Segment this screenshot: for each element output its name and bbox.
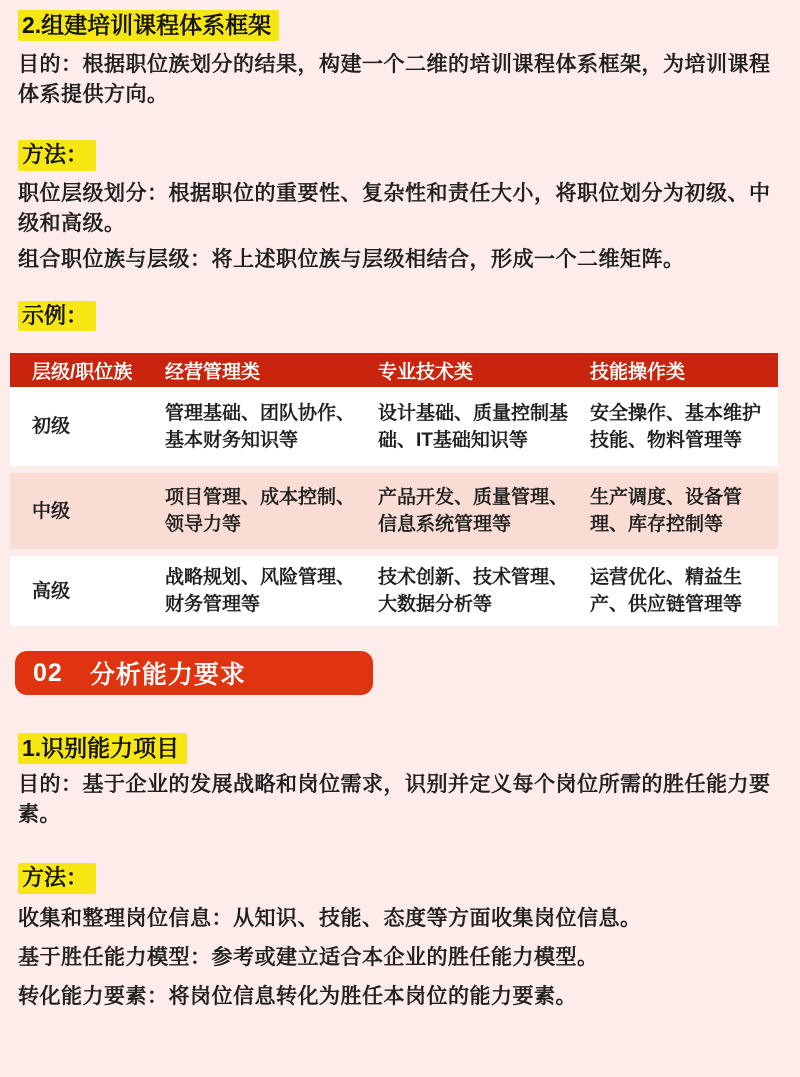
table-cell: 项目管理、成本控制、领导力等 bbox=[165, 487, 356, 536]
table-cell: 技术创新、技术管理、大数据分析等 bbox=[378, 567, 569, 616]
section2-purpose-text: 目的：基于企业的发展战略和岗位需求，识别并定义每个岗位所需的胜任能力要素。 bbox=[18, 773, 771, 827]
table-row-senior bbox=[10, 556, 778, 626]
section1-heading-block bbox=[18, 10, 784, 41]
column-header-level: 层级/职位族 bbox=[32, 361, 133, 383]
section1-example-label: 示例： bbox=[18, 301, 96, 331]
table-row-junior bbox=[10, 387, 778, 466]
row-level-label: 中级 bbox=[32, 500, 71, 522]
section-02-banner bbox=[15, 651, 373, 695]
section1-method-item: 职位层级划分：根据职位的重要性、复杂性和责任大小，将职位划分为初级、中级和高级。 bbox=[18, 181, 771, 235]
section2-method-label-block bbox=[18, 863, 784, 893]
section1-example-label-block bbox=[18, 301, 784, 331]
row-level-label: 高级 bbox=[32, 580, 71, 602]
section2-heading: 1.识别能力项目 bbox=[18, 733, 187, 764]
table-row-middle bbox=[10, 473, 778, 549]
column-header-operations: 技能操作类 bbox=[590, 361, 686, 383]
section2-method-item: 收集和整理岗位信息：从知识、技能、态度等方面收集岗位信息。 bbox=[18, 906, 642, 930]
section1-method-item: 组合职位族与层级：将上述职位族与层级相结合，形成一个二维矩阵。 bbox=[18, 247, 685, 271]
section2-heading-block bbox=[18, 733, 784, 764]
table-cell: 管理基础、团队协作、基本财务知识等 bbox=[165, 402, 356, 451]
content-area-section2 bbox=[0, 733, 800, 1013]
section1-method-label-block bbox=[18, 140, 784, 170]
table-cell: 运营优化、精益生产、供应链管理等 bbox=[590, 567, 743, 616]
training-infographic-page bbox=[0, 10, 800, 1077]
column-header-management: 经营管理类 bbox=[165, 361, 261, 383]
table-cell: 设计基础、质量控制基础、IT基础知识等 bbox=[378, 402, 569, 451]
row-level-label: 初级 bbox=[32, 416, 71, 438]
section2-method-label: 方法： bbox=[18, 863, 96, 893]
table-cell: 安全操作、基本维护技能、物料管理等 bbox=[590, 402, 762, 451]
column-header-technical: 专业技术类 bbox=[378, 361, 474, 383]
section2-method-item: 转化能力要素：将岗位信息转化为胜任本岗位的能力要素。 bbox=[18, 984, 577, 1008]
course-matrix-table bbox=[10, 353, 778, 626]
banner-number: 02 bbox=[33, 658, 63, 687]
table-cell: 战略规划、风险管理、财务管理等 bbox=[165, 567, 356, 616]
banner-title: 分析能力要求 bbox=[89, 661, 246, 690]
table-cell: 产品开发、质量管理、信息系统管理等 bbox=[378, 487, 569, 536]
table-cell: 生产调度、设备管理、库存控制等 bbox=[590, 487, 743, 536]
section1-method-label: 方法： bbox=[18, 140, 96, 170]
table-header-row bbox=[10, 353, 778, 387]
content-area bbox=[0, 10, 800, 626]
section2-method-item: 基于胜任能力模型：参考或建立适合本企业的胜任能力模型。 bbox=[18, 945, 599, 969]
section1-purpose-text: 目的：根据职位族划分的结果，构建一个二维的培训课程体系框架，为培训课程体系提供方向。 bbox=[18, 53, 771, 107]
section1-heading: 2.组建培训课程体系框架 bbox=[18, 10, 279, 41]
